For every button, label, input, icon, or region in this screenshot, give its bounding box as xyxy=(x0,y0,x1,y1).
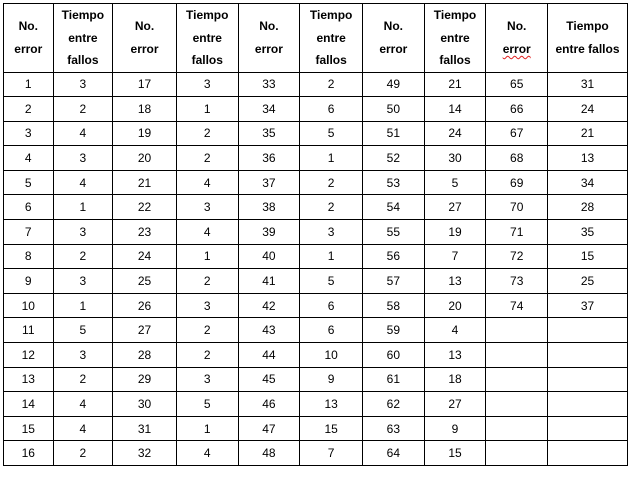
header-text-line: error xyxy=(379,41,408,56)
error-number-cell: 39 xyxy=(238,220,300,245)
error-number-cell: 47 xyxy=(238,416,300,441)
error-number-cell: 57 xyxy=(362,269,424,294)
header-error-number xyxy=(362,4,424,73)
error-number-cell: 24 xyxy=(113,244,177,269)
time-between-failures-cell: 9 xyxy=(424,416,486,441)
header-text-line: fallos xyxy=(67,53,99,67)
error-number-cell: 40 xyxy=(238,244,300,269)
time-between-failures-cell: 1 xyxy=(53,293,113,318)
error-number-cell: 32 xyxy=(113,441,177,466)
error-number-cell xyxy=(486,367,548,392)
error-number-cell: 56 xyxy=(362,244,424,269)
time-between-failures-cell: 20 xyxy=(424,293,486,318)
header-text-line: error xyxy=(502,41,531,56)
error-number-cell: 18 xyxy=(113,97,177,122)
time-between-failures-cell: 28 xyxy=(548,195,628,220)
time-between-failures-cell: 2 xyxy=(53,367,113,392)
time-between-failures-cell: 2 xyxy=(176,343,238,368)
time-between-failures-cell: 21 xyxy=(424,72,486,97)
error-number-cell: 63 xyxy=(362,416,424,441)
error-number-cell: 30 xyxy=(113,392,177,417)
error-number-cell: 38 xyxy=(238,195,300,220)
header-text-line: fallos xyxy=(439,53,471,67)
error-number-cell: 59 xyxy=(362,318,424,343)
table-row xyxy=(4,146,628,171)
time-between-failures-cell: 2 xyxy=(53,441,113,466)
error-number-cell xyxy=(486,392,548,417)
time-between-failures-cell: 30 xyxy=(424,146,486,171)
error-number-cell: 71 xyxy=(486,220,548,245)
time-between-failures-cell: 2 xyxy=(176,121,238,146)
table-row xyxy=(4,195,628,220)
time-between-failures-cell: 4 xyxy=(53,170,113,195)
header-text-line: Tiempo xyxy=(433,8,477,22)
error-number-cell: 17 xyxy=(113,72,177,97)
error-number-cell: 44 xyxy=(238,343,300,368)
error-number-cell xyxy=(486,416,548,441)
time-between-failures-cell: 2 xyxy=(176,318,238,343)
header-error-number xyxy=(4,4,54,73)
header-error-number xyxy=(113,4,177,73)
time-between-failures-cell: 4 xyxy=(53,416,113,441)
time-between-failures-cell: 14 xyxy=(424,97,486,122)
error-number-cell: 19 xyxy=(113,121,177,146)
time-between-failures-cell: 35 xyxy=(548,220,628,245)
error-number-cell: 11 xyxy=(4,318,54,343)
time-between-failures-cell: 9 xyxy=(300,367,363,392)
time-between-failures-cell: 3 xyxy=(300,220,363,245)
time-between-failures-cell: 10 xyxy=(300,343,363,368)
error-number-cell: 42 xyxy=(238,293,300,318)
error-number-cell: 10 xyxy=(4,293,54,318)
error-number-cell: 41 xyxy=(238,269,300,294)
table-row xyxy=(4,318,628,343)
error-number-cell: 6 xyxy=(4,195,54,220)
error-number-cell: 36 xyxy=(238,146,300,171)
time-between-failures-cell: 3 xyxy=(176,367,238,392)
error-number-cell: 66 xyxy=(486,97,548,122)
time-between-failures-cell: 4 xyxy=(53,392,113,417)
error-number-cell: 64 xyxy=(362,441,424,466)
error-number-cell: 70 xyxy=(486,195,548,220)
error-number-cell: 53 xyxy=(362,170,424,195)
error-number-cell: 37 xyxy=(238,170,300,195)
error-number-cell xyxy=(486,441,548,466)
header-text-line: error xyxy=(254,41,283,56)
error-number-cell: 51 xyxy=(362,121,424,146)
time-between-failures-cell xyxy=(548,392,628,417)
time-between-failures-cell: 1 xyxy=(53,195,113,220)
error-number-cell: 16 xyxy=(4,441,54,466)
header-time-between-failures xyxy=(300,4,363,73)
header-text-line: No. xyxy=(259,19,279,34)
time-between-failures-cell: 37 xyxy=(548,293,628,318)
error-number-cell: 23 xyxy=(113,220,177,245)
error-number-cell: 45 xyxy=(238,367,300,392)
header-text-line: fallos xyxy=(191,53,223,67)
error-number-cell: 61 xyxy=(362,367,424,392)
time-between-failures-cell: 3 xyxy=(53,220,113,245)
time-between-failures-cell: 5 xyxy=(300,121,363,146)
header-text-line: Tiempo xyxy=(61,8,105,22)
time-between-failures-cell: 3 xyxy=(53,146,113,171)
time-between-failures-cell: 4 xyxy=(53,121,113,146)
error-number-cell: 7 xyxy=(4,220,54,245)
time-between-failures-cell: 4 xyxy=(176,220,238,245)
error-number-cell: 72 xyxy=(486,244,548,269)
error-number-cell: 69 xyxy=(486,170,548,195)
error-number-cell: 46 xyxy=(238,392,300,417)
table-row xyxy=(4,220,628,245)
table-row xyxy=(4,392,628,417)
header-text-line: No. xyxy=(383,19,403,34)
time-between-failures-cell: 13 xyxy=(548,146,628,171)
time-between-failures-cell xyxy=(548,318,628,343)
time-between-failures-cell: 4 xyxy=(176,170,238,195)
time-between-failures-cell: 4 xyxy=(424,318,486,343)
error-number-cell: 73 xyxy=(486,269,548,294)
time-between-failures-cell: 5 xyxy=(53,318,113,343)
header-text-line: entre xyxy=(440,30,470,45)
error-number-cell: 62 xyxy=(362,392,424,417)
time-between-failures-cell: 2 xyxy=(300,170,363,195)
time-between-failures-cell: 13 xyxy=(424,269,486,294)
error-number-cell: 27 xyxy=(113,318,177,343)
error-number-cell: 22 xyxy=(113,195,177,220)
header-text-line: Tiempo xyxy=(186,8,229,22)
time-between-failures-cell: 2 xyxy=(176,146,238,171)
time-between-failures-cell: 3 xyxy=(176,72,238,97)
time-between-failures-cell xyxy=(548,416,628,441)
error-number-cell: 8 xyxy=(4,244,54,269)
header-row xyxy=(4,4,628,73)
time-between-failures-cell xyxy=(548,367,628,392)
error-number-cell: 54 xyxy=(362,195,424,220)
time-between-failures-cell: 1 xyxy=(176,97,238,122)
header-text-line: error xyxy=(130,41,159,56)
time-between-failures-cell: 24 xyxy=(548,97,628,122)
time-between-failures-cell: 7 xyxy=(300,441,363,466)
error-number-cell: 33 xyxy=(238,72,300,97)
header-time-between-failures xyxy=(424,4,486,73)
time-between-failures-cell: 15 xyxy=(424,441,486,466)
header-text-line: Tiempo xyxy=(566,19,609,34)
time-between-failures-cell: 1 xyxy=(176,244,238,269)
error-number-cell: 34 xyxy=(238,97,300,122)
time-between-failures-cell xyxy=(548,343,628,368)
table-row xyxy=(4,343,628,368)
time-between-failures-cell: 15 xyxy=(300,416,363,441)
time-between-failures-cell: 2 xyxy=(53,97,113,122)
error-number-cell xyxy=(486,318,548,343)
error-number-cell: 31 xyxy=(113,416,177,441)
error-number-cell: 26 xyxy=(113,293,177,318)
time-between-failures-cell: 6 xyxy=(300,293,363,318)
time-between-failures-cell: 27 xyxy=(424,392,486,417)
time-between-failures-cell: 7 xyxy=(424,244,486,269)
table-row xyxy=(4,293,628,318)
table-row xyxy=(4,269,628,294)
error-number-cell: 48 xyxy=(238,441,300,466)
header-time-between-failures xyxy=(548,4,628,73)
error-number-cell: 25 xyxy=(113,269,177,294)
error-number-cell: 67 xyxy=(486,121,548,146)
error-number-cell: 13 xyxy=(4,367,54,392)
error-number-cell: 28 xyxy=(113,343,177,368)
time-between-failures-cell: 13 xyxy=(300,392,363,417)
header-text-line: entre xyxy=(192,30,222,45)
time-between-failures-cell: 6 xyxy=(300,97,363,122)
time-between-failures-cell: 13 xyxy=(424,343,486,368)
time-between-failures-cell: 2 xyxy=(300,195,363,220)
table-row xyxy=(4,121,628,146)
header-time-between-failures xyxy=(53,4,113,73)
header-text-line: Tiempo xyxy=(309,8,353,22)
error-number-cell xyxy=(486,343,548,368)
time-between-failures-cell: 24 xyxy=(424,121,486,146)
table-row xyxy=(4,367,628,392)
header-time-between-failures xyxy=(176,4,238,73)
error-number-cell: 4 xyxy=(4,146,54,171)
table-row xyxy=(4,441,628,466)
error-number-cell: 15 xyxy=(4,416,54,441)
error-number-cell: 14 xyxy=(4,392,54,417)
table-row xyxy=(4,72,628,97)
time-between-failures-cell: 27 xyxy=(424,195,486,220)
header-text-line: entre xyxy=(68,30,98,45)
header-error-number xyxy=(238,4,300,73)
time-between-failures-cell: 2 xyxy=(53,244,113,269)
time-between-failures-cell: 18 xyxy=(424,367,486,392)
time-between-failures-cell: 3 xyxy=(53,269,113,294)
error-number-cell: 1 xyxy=(4,72,54,97)
time-between-failures-cell: 2 xyxy=(300,72,363,97)
table-row xyxy=(4,97,628,122)
error-number-cell: 74 xyxy=(486,293,548,318)
time-between-failures-cell: 5 xyxy=(300,269,363,294)
error-number-cell: 58 xyxy=(362,293,424,318)
error-number-cell: 60 xyxy=(362,343,424,368)
error-number-cell: 43 xyxy=(238,318,300,343)
header-text-line: entre fallos xyxy=(555,41,620,56)
time-between-failures-cell: 4 xyxy=(176,441,238,466)
time-between-failures-cell: 6 xyxy=(300,318,363,343)
header-text-line: entre xyxy=(316,30,346,45)
time-between-failures-cell: 25 xyxy=(548,269,628,294)
time-between-failures-cell: 2 xyxy=(176,269,238,294)
header-error-number xyxy=(486,4,548,73)
time-between-failures-cell: 21 xyxy=(548,121,628,146)
error-number-cell: 55 xyxy=(362,220,424,245)
error-number-cell: 20 xyxy=(113,146,177,171)
time-between-failures-cell: 19 xyxy=(424,220,486,245)
error-number-cell: 52 xyxy=(362,146,424,171)
table-row xyxy=(4,170,628,195)
header-text-line: No. xyxy=(18,19,38,34)
time-between-failures-cell: 1 xyxy=(300,146,363,171)
table-row xyxy=(4,244,628,269)
error-number-cell: 50 xyxy=(362,97,424,122)
error-number-cell: 29 xyxy=(113,367,177,392)
error-number-cell: 65 xyxy=(486,72,548,97)
time-between-failures-cell: 34 xyxy=(548,170,628,195)
time-between-failures-cell: 5 xyxy=(176,392,238,417)
table-row xyxy=(4,416,628,441)
error-number-cell: 35 xyxy=(238,121,300,146)
time-between-failures-cell xyxy=(548,441,628,466)
time-between-failures-cell: 3 xyxy=(176,293,238,318)
error-number-cell: 3 xyxy=(4,121,54,146)
error-number-cell: 9 xyxy=(4,269,54,294)
header-text-line: fallos xyxy=(315,53,347,67)
time-between-failures-cell: 3 xyxy=(53,72,113,97)
error-number-cell: 21 xyxy=(113,170,177,195)
time-between-failures-cell: 3 xyxy=(53,343,113,368)
time-between-failures-cell: 5 xyxy=(424,170,486,195)
time-between-failures-cell: 15 xyxy=(548,244,628,269)
error-number-cell: 12 xyxy=(4,343,54,368)
time-between-failures-cell: 1 xyxy=(176,416,238,441)
error-number-cell: 2 xyxy=(4,97,54,122)
time-between-failures-cell: 1 xyxy=(300,244,363,269)
header-text-line: No. xyxy=(507,19,527,34)
table-body xyxy=(4,72,628,466)
failure-times-table xyxy=(3,3,628,466)
header-text-line: No. xyxy=(134,19,155,34)
time-between-failures-cell: 31 xyxy=(548,72,628,97)
header-text-line: error xyxy=(14,41,43,56)
error-number-cell: 68 xyxy=(486,146,548,171)
error-number-cell: 49 xyxy=(362,72,424,97)
error-number-cell: 5 xyxy=(4,170,54,195)
time-between-failures-cell: 3 xyxy=(176,195,238,220)
